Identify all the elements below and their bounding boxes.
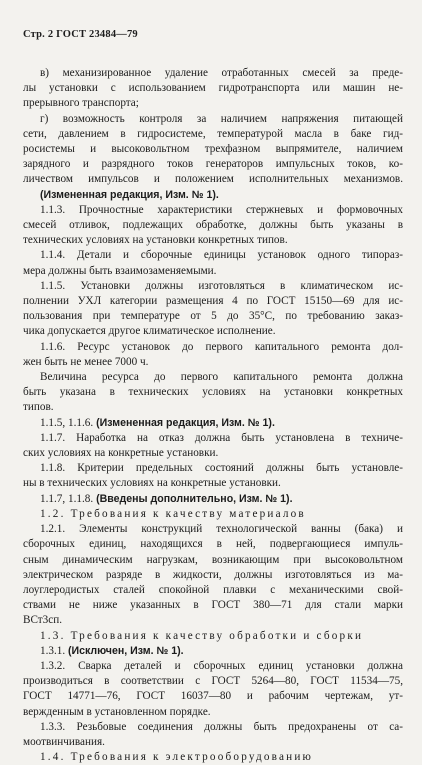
text-line: полнении УХЛ категории размещения 4 по ГОСТ 15150—69 для ис- — [23, 295, 403, 308]
text-line: 1.1.7, 1.1.8. (Введены дополнительно, Изм. № 1). — [40, 492, 293, 505]
text-line: ВСт3сп. — [23, 614, 63, 627]
text-line: 1.3. Требования к качеству обработки и сборки — [40, 629, 364, 642]
text-line: 1.1.6. Ресурс установок до первого капитального ремонта дол- — [40, 340, 403, 353]
text-line: ских условиях на конкретные установки. — [23, 447, 219, 460]
text-line: сборочных единиц, находящихся в ней, подвергающиеся импуль- — [23, 538, 403, 551]
text-line: 1.3.3. Резьбовые соединения должны быть предохранены от са- — [40, 720, 403, 733]
text-line: типов. — [23, 401, 54, 414]
text-line: 1.1.5, 1.1.6. (Измененная редакция, Изм. № 1). — [40, 416, 275, 429]
text-line: зарядного и разрядного токов генераторов импульсных токов, ко- — [23, 158, 403, 171]
page-header: Стр. 2 ГОСТ 23484—79 — [23, 29, 138, 40]
text-line: 1.3.1. (Исключен, Изм. № 1). — [40, 644, 184, 657]
text-line: 1.1.8. Критерии предельных состояний должны быть установле- — [40, 462, 403, 475]
text-line: 1.4. Требования к электрооборудованию — [40, 751, 314, 764]
text-line: 1.1.3. Прочностные характеристики стержневых и формовочных — [40, 203, 403, 216]
text-line: мера должны быть взаимозаменяемыми. — [23, 264, 217, 277]
text-line: вержденным в установленном порядке. — [23, 705, 211, 718]
text-line: в) механизированное удаление отработанных смесей за преде- — [40, 67, 403, 79]
text-line: ГОСТ 14771—76, ГОСТ 16037—80 и рабочим чертежам, ут- — [23, 690, 403, 703]
text-line: Величина ресурса до первого капитального ремонта должна — [40, 371, 403, 384]
text-line: производиться в соответствии с ГОСТ 5264—80, ГОСТ 11534—75, — [23, 675, 403, 688]
document-body — [23, 66, 403, 765]
text-line: личеством импульсов и положением исполнительных механизмов. — [23, 173, 403, 186]
text-line: лоуглеродистых сталей спокойной плавки с механическими свой- — [23, 583, 403, 596]
text-line: 1.3.2. Сварка деталей и сборочных единиц установки должна — [40, 659, 403, 672]
text-line: 1.1.7. Наработка на отказ должна быть установлена в техниче- — [40, 431, 403, 444]
text-line: (Измененная редакция, Изм. № 1). — [40, 188, 219, 201]
text-line: пользования при температуре от 5 до 35°С, по требованию заказ- — [23, 310, 403, 323]
text-line: быть указана в технических условиях на установки конкретных — [23, 386, 403, 399]
text-line: лы установки с использованием гидротранспорта или машин не- — [23, 82, 403, 95]
text-line: росистемы и высоковольтном трехфазном выпрямителе, наличием — [23, 143, 403, 156]
text-line: технических условиях на установки конкретных типов. — [23, 234, 288, 247]
text-line: жен быть не менее 7000 ч. — [23, 355, 149, 368]
text-line: чика допускается другое климатическое исполнение. — [23, 325, 276, 338]
text-line: смесей отливок, подлежащих обработке, должны быть указаны в — [23, 219, 403, 232]
text-line: 1.1.4. Детали и сборочные единицы установок одного типораз- — [40, 249, 403, 262]
text-line: прерывного транспорта; — [23, 97, 139, 110]
text-line: сным динамическим нагрузкам, возникающим при высоковольтном — [23, 553, 403, 566]
text-line: электрическом разряде в жидкости, должны изготовляться из ма- — [23, 568, 403, 581]
text-line: 1.2. Требования к качеству материалов — [40, 507, 306, 520]
text-line: моотвинчивания. — [23, 735, 105, 748]
text-line: ны в технических условиях на конкретные установки. — [23, 477, 281, 490]
text-line: 1.2.1. Элементы конструкций технологической ванны (бака) и — [40, 523, 403, 536]
text-line: 1.1.5. Установки должны изготовляться в климатическом ис- — [40, 279, 403, 292]
text-line: сети, давлением в гидросистеме, температурой масла в баке гид- — [23, 127, 403, 140]
text-line: ствами не ниже указанных в ГОСТ 380—71 для стали марки — [23, 599, 403, 612]
text-line: г) возможность контроля за наличием напряжения питающей — [40, 112, 403, 125]
